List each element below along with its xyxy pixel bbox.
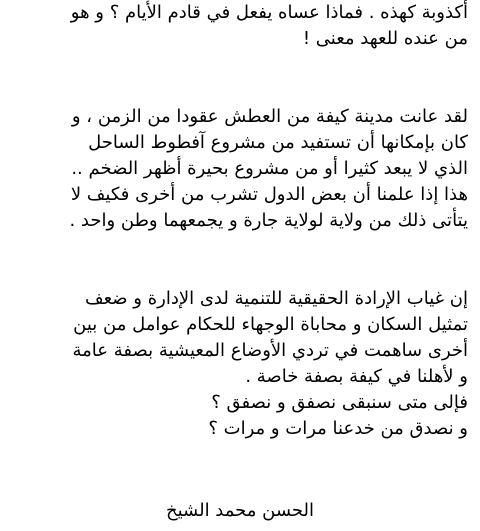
paragraph-2-line-1: لقد عانت مدينة كيفة من العطش عقودا من الزمن ، و: [71, 106, 468, 127]
paragraph-1-line-1: أكذوبة كهذه . فماذا عساه يفعل في قادم الأيام ؟ و هو: [70, 2, 468, 23]
paragraph-2-line-3: الذي لا يبعد كثيرا أو من مشروع بحيرة أظهر الضخم ..: [71, 158, 468, 179]
paragraph-3-line-6: و نصدق من خدعنا مرات و مرات ؟: [208, 418, 468, 439]
paragraph-3-line-3: أخرى ساهمت في تردي الأوضاع المعيشية بصفة عامة: [72, 340, 468, 361]
paragraph-3-line-2: تمثيل السكان و محاباة الوجهاء للحكام عوامل من بين: [73, 314, 468, 335]
paragraph-1-line-2: من عنده للعهد معنى !: [302, 28, 468, 49]
paragraph-2-line-4: هذا إذا علمنا أن بعض الدول تشرب من أخرى فكيف لا: [70, 184, 468, 205]
paragraph-2-line-2: كان بإمكانها أن تستفيد من مشروع آفطوط الساحل: [88, 132, 468, 153]
paragraph-3-line-4: و لأهلنا في كيفة بصفة خاصة .: [245, 366, 468, 387]
paragraph-3-line-1: إن غياب الإرادة الحقيقية للتنمية لدى الإدارة و ضعف: [84, 288, 468, 309]
author-signature: الحسن محمد الشيخ: [165, 500, 315, 521]
paragraph-3-line-5: فإلى متى سنبقى نصفق و نصفق ؟: [211, 392, 468, 413]
paragraph-2-line-5: يتأتى ذلك من ولاية لولاية جارة و يجمعهما وطن واحد .: [69, 210, 468, 231]
